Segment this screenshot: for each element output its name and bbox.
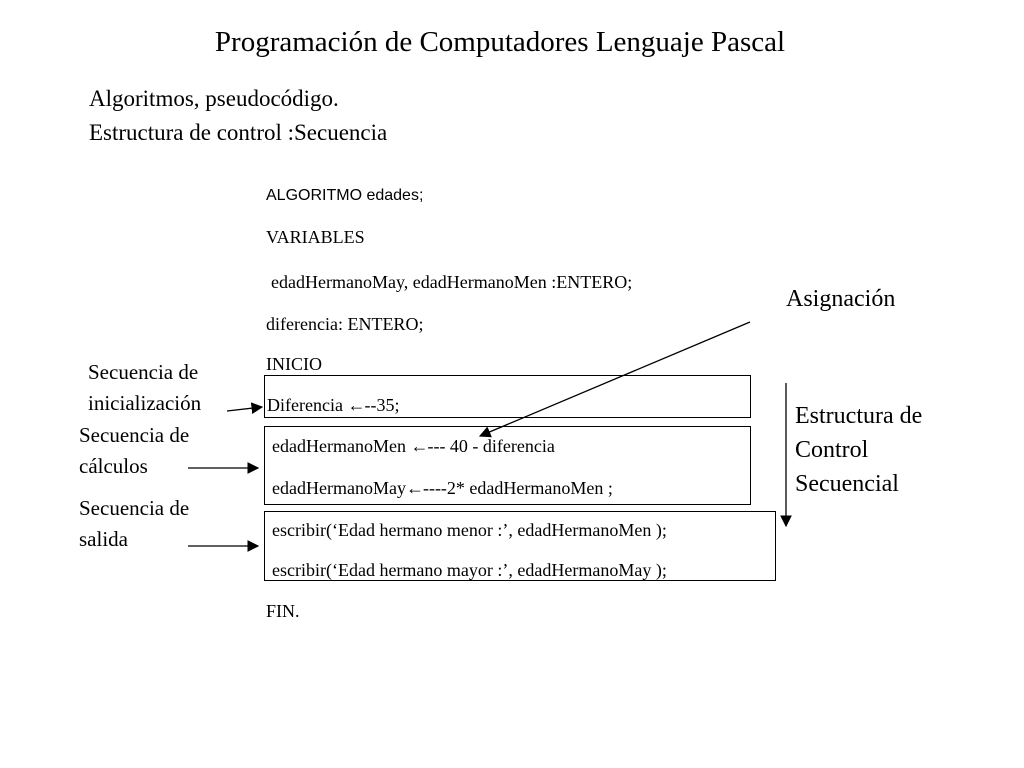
code-calc-1-text: edadHermanoMen (272, 436, 411, 456)
code-output-line-1: escribir(‘Edad hermano menor :’, edadHermanoMen ); (272, 520, 667, 540)
code-fin-line: FIN. (266, 601, 300, 621)
init-pointer-arrow (227, 407, 262, 411)
label-assignment: Asignación (786, 286, 896, 312)
label-calc-line-1: Secuencia de (79, 423, 190, 447)
label-init-line-2: inicialización (88, 391, 202, 415)
code-variables-line: VARIABLES (266, 227, 365, 247)
code-calc-2-value: ----2* edadHermanoMen ; (422, 478, 613, 498)
code-declaration-1: edadHermanoMay, edadHermanoMen :ENTERO; (271, 272, 633, 292)
label-structure-line-2: Control (795, 437, 869, 463)
code-init-text: Diferencia (267, 395, 348, 415)
code-declaration-2: diferencia: ENTERO; (266, 314, 424, 334)
page-title: Programación de Computadores Lenguaje Pascal (214, 26, 786, 58)
label-output-line-2: salida (79, 527, 128, 551)
assignment-pointer-arrow (480, 322, 750, 436)
code-calc-1-value: --- 40 - diferencia (427, 436, 555, 456)
left-arrow-icon: ← (405, 478, 424, 498)
label-output-line-1: Secuencia de (79, 496, 190, 520)
code-inicio-line: INICIO (266, 354, 322, 374)
subtitle-line-2: Estructura de control :Secuencia (89, 120, 388, 145)
label-structure-line-3: Secuencial (795, 471, 899, 497)
label-init-line-1: Secuencia de (88, 360, 199, 384)
left-arrow-icon: ← (410, 436, 429, 456)
label-structure-line-1: Estructura de (795, 403, 923, 429)
code-output-line-2: escribir(‘Edad hermano mayor :’, edadHermanoMay ); (272, 560, 667, 580)
code-algorithm-line: ALGORITMO edades; (266, 187, 424, 204)
subtitle-line-1: Algoritmos, pseudocódigo. (89, 86, 339, 111)
label-calc-line-2: cálculos (79, 454, 148, 478)
code-init-value: --35; (364, 395, 400, 415)
left-arrow-icon: ← (347, 395, 366, 415)
code-calc-2-text: edadHermanoMay (272, 478, 406, 498)
